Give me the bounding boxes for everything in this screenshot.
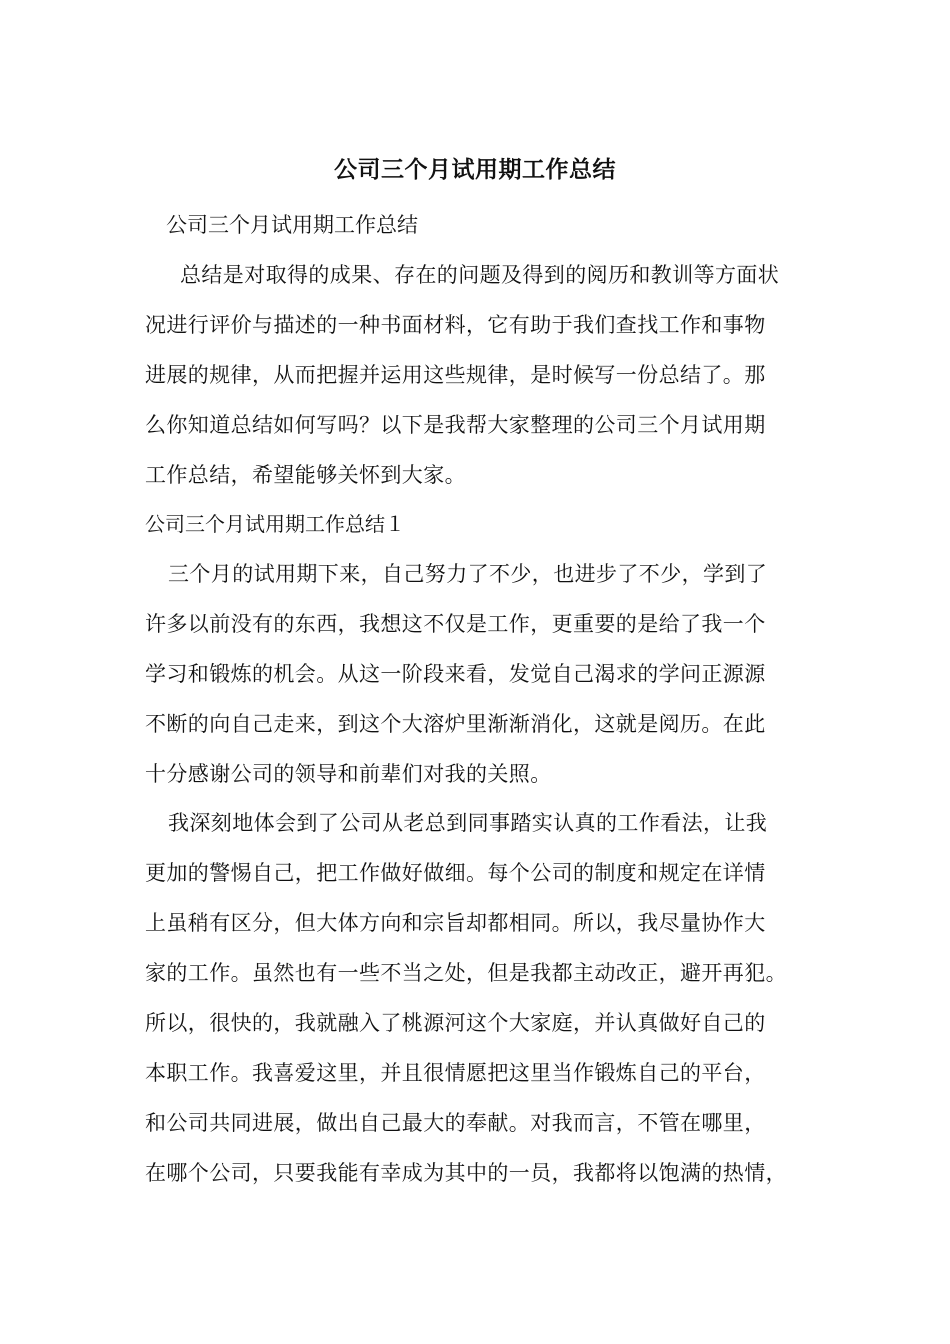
intro-line: 况进行评价与描述的一种书面材料，它有助于我们查找工作和事物 [145,313,766,337]
paragraph-line: 三个月的试用期下来，自己努力了不少，也进步了不少，学到了 [168,562,768,586]
paragraph-line: 家的工作。虽然也有一些不当之处，但是我都主动改正，避开再犯。 [145,961,787,985]
intro-line: 么你知道总结如何写吗？以下是我帮大家整理的公司三个月试用期 [145,413,766,437]
paragraph-line: 十分感谢公司的领导和前辈们对我的关照。 [145,762,552,786]
document-subtitle: 公司三个月试用期工作总结 [166,213,418,237]
section-heading: 公司三个月试用期工作总结１ [145,512,405,536]
paragraph-line: 许多以前没有的东西，我想这不仅是工作，更重要的是给了我一个 [145,612,766,636]
paragraph-line: 更加的警惕自己，把工作做好做细。每个公司的制度和规定在详情 [145,861,766,885]
paragraph-line: 和公司共同进展，做出自己最大的奉献。对我而言，不管在哪里， [145,1111,766,1135]
intro-line: 总结是对取得的成果、存在的问题及得到的阅历和教训等方面状 [180,263,780,287]
paragraph-line: 不断的向自己走来，到这个大溶炉里渐渐消化，这就是阅历。在此 [145,712,766,736]
paragraph-line: 我深刻地体会到了公司从老总到同事踏实认真的工作看法，让我 [168,811,768,835]
paragraph-line: 所以，很快的，我就融入了桃源河这个大家庭，并认真做好自己的 [145,1011,766,1035]
paragraph-line: 上虽稍有区分，但大体方向和宗旨却都相同。所以，我尽量协作大 [145,911,766,935]
paragraph-line: 本职工作。我喜爱这里，并且很情愿把这里当作锻炼自己的平台， [145,1061,766,1085]
paragraph-line: 学习和锻炼的机会。从这一阶段来看，发觉自己渴求的学问正源源 [145,662,766,686]
paragraph-line: 在哪个公司，只要我能有幸成为其中的一员，我都将以饱满的热情， [145,1161,787,1185]
intro-line: 工作总结，希望能够关怀到大家。 [145,463,466,487]
intro-line: 进展的规律，从而把握并运用这些规律，是时候写一份总结了。那 [145,363,766,387]
document-title: 公司三个月试用期工作总结 [334,156,616,183]
